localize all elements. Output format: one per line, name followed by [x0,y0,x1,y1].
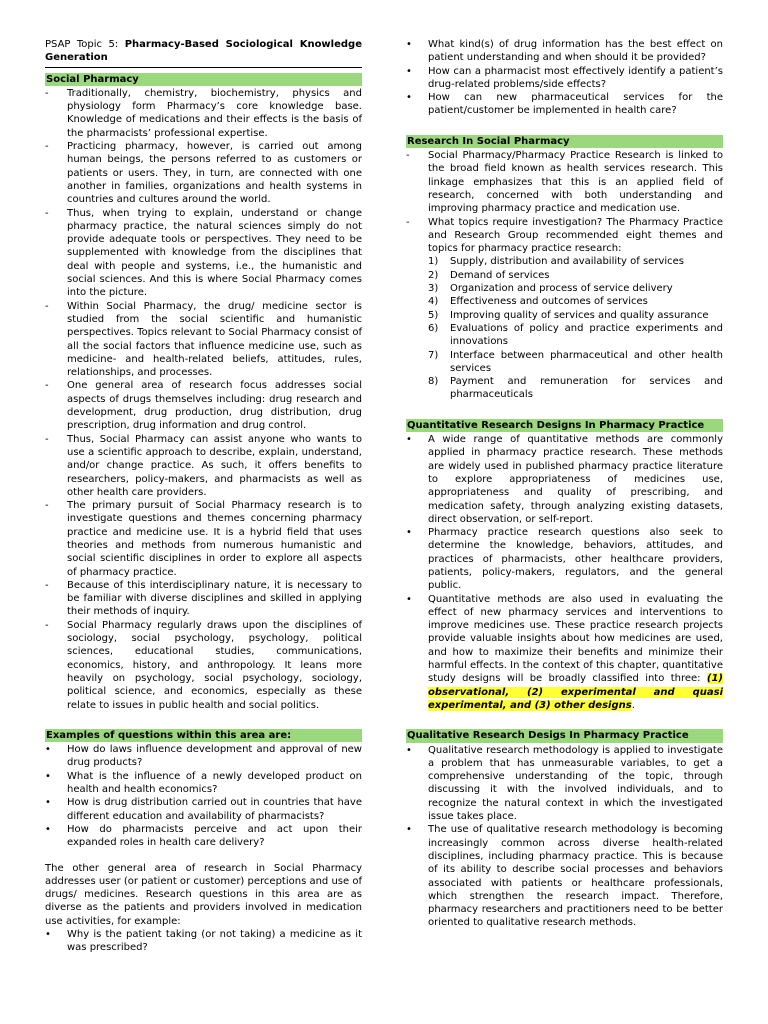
bullet-marker: • [406,527,412,539]
list-item: • How do laws influence development and approval of new drug products? [45,744,362,769]
dash-marker: - [406,150,410,162]
dash-marker: - [45,87,49,99]
list-item: • The use of qualitative research methodology is becoming increasingly common across diverse health-related disciplines, including pharmacy practice. This is because of its ability to describe social processes and behaviors associated with patients or healthcare professionals, which strengthen the research impact. Therefore, pharmacy researchers and practitioners need to be better oriented to qualitative research methods. [406,824,723,929]
bullet-marker: • [45,929,51,940]
dash-marker: - [45,207,49,219]
dash-marker: - [45,619,49,631]
list-item: - Traditionally, chemistry, biochemistry, physics and physiology form Pharmacy’s core knowledge base. Knowledge of medications and their effects is the basis of the pharmacists’ professional expertise. [45,87,362,139]
document-title [45,38,362,68]
bullet-marker: • [406,824,412,836]
user-perception-paragraph: The other general area of research in Social Pharmacy addresses user (or patient or customer) perceptions and use of drugs/ medicines. Research questions in this area are as diverse as the patients and providers involved in medication use activities, for example: [45,862,362,927]
dash-marker: - [45,433,49,445]
bullet-marker: • [406,39,412,50]
list-item: • Why is the patient taking (or not taking) a medicine as it was prescribed? [45,929,362,954]
bullet-marker: • [406,65,412,77]
qualitative-list [406,744,723,930]
list-item: - Because of this interdisciplinary nature, it is necessary to be familiar with diverse disciplines and skilled in applying their methods of inquiry. [45,579,362,618]
bullet-marker: • [406,744,412,756]
section-heading-research: Research In Social Pharmacy [406,135,723,148]
user-questions-list-continued [406,38,723,118]
section-heading-quantitative: Quantitative Research Designs In Pharmacy Practice [406,419,723,432]
bullet-marker: • [45,744,51,756]
theme-item: 5) Improving quality of services and quality assurance [428,309,709,321]
theme-item: 8) Payment and remuneration for services and pharmaceuticals [428,376,723,401]
list-item: • How do pharmacists perceive and act upon their expanded roles in health care delivery? [45,823,362,849]
dash-marker: - [45,300,49,312]
examples-list [45,743,362,849]
theme-item: 1) Supply, distribution and availability of services [428,256,684,268]
list-item: • What kind(s) of drug information has the best effect on patient understanding and when should it be provided? [406,39,723,64]
list-item: - Practicing pharmacy, however, is carried out among human beings, the persons referred to as customers or patients or users. They, in turn, are connected with one another in families, organizations and health systems in countries and cultures around the world. [45,141,362,206]
dash-marker: - [45,579,49,591]
dash-marker: - [45,380,49,392]
bullet-marker: • [406,92,412,104]
themes-list [406,255,723,401]
right-column [406,38,723,930]
list-item: • How can new pharmaceutical services for the patient/customer be implemented in health care? [406,92,723,117]
section-heading-social-pharmacy: Social Pharmacy [45,73,362,86]
list-item: - Social Pharmacy regularly draws upon the disciplines of sociology, social psychology, psychology, political sciences, educational studies, communications, economics, history, and anthropology. It leans more heavily on psychology, social psychology, sociology, political science, and economics, especially as these relate to issues in public health and social politics. [45,619,362,711]
theme-item: 6) Evaluations of policy and practice experiments and innovations [428,322,723,348]
list-item: - The primary pursuit of Social Pharmacy research is to investigate questions and themes concerning pharmacy practice and medicine use. It is a hybrid field that uses theories and methods from numerous humanistic and social scientific disciplines in order to explore all aspects of pharmacy practice. [45,500,362,578]
list-item: • Pharmacy practice research questions also seek to determine the knowledge, behaviors, attitudes, and practices of pharmacists, other healthcare providers, patients, policy-makers, regulators, and the general public. [406,527,723,592]
left-column [45,38,362,955]
bullet-marker: • [406,593,412,605]
list-item: • A wide range of quantitative methods are commonly applied in pharmacy practice research. These methods are widely used in published pharmacy practice literature to explore appropriateness of medicines use, appropriateness and quality of prescribing, and medication safety, through analyzing existing datasets, direct observation, or self-report. [406,434,723,525]
bullet-marker: • [45,823,51,835]
title-bold: Pharmacy-Based Sociological Knowledge Generation [45,39,362,64]
research-list [406,149,723,402]
theme-item: 7) Interface between pharmaceutical and other health services [428,349,723,374]
list-item: • How can a pharmacist most effectively identify a patient’s drug-related problems/side effects? [406,65,723,90]
list-item: - What topics require investigation? The Pharmacy Practice and Research Group recommended eight themes and topics for pharmacy practice research: 1) Supply, distribution and availability of services 2) Demand of services 3) Organization and process of service delivery 4) Effectiveness and outcomes of services 5) Improving quality of services and quality assurance 6) Evaluations of policy and practice experiments and innovations 7) Interface between pharmaceutical and other health services 8) Payment and remuneration for services and pharmaceuticals [406,216,723,401]
bullet-marker: • [406,434,412,446]
list-item: • What is the influence of a newly developed product on health and health economics? [45,770,362,796]
list-item: - Social Pharmacy/Pharmacy Practice Research is linked to the broad field known as health services research. This linkage emphasizes that this is an applied field of research, concerned with both understanding and improving pharmacy practice and medication use. [406,150,723,215]
title-prefix: PSAP Topic 5: [45,39,125,50]
user-questions-list [45,928,362,955]
quantitative-list [406,433,723,712]
list-item: • How is drug distribution carried out in countries that have different education and availability of pharmacists? [45,797,362,822]
list-item: • Quantitative methods are also used in evaluating the effect of new pharmacy services and interventions to improve medicines use. These practice research projects provide valuable insights about how medicines are used, and how to maximize their benefits and minimize their harmful effects. In the context of this chapter, quantitative study designs will be broadly classified into three: (1) observational, (2) experimental and quasi experimental, and (3) other designs. [406,593,723,711]
bullet-marker: • [45,797,51,809]
list-item: - Thus, Social Pharmacy can assist anyone who wants to use a scientific approach to describe, explain, understand, and/or change practice. As such, it offers benefits to researchers, policy-makers, and pharmacists as well as other health care providers. [45,433,362,498]
dash-marker: - [45,500,49,512]
bullet-marker: • [45,770,51,782]
social-pharmacy-list [45,87,362,712]
theme-item: 2) Demand of services [428,269,550,281]
list-item: - One general area of research focus addresses social aspects of drugs themselves including: drug research and development, drug production, drug distribution, drug prescription, drug information and drug control. [45,380,362,432]
section-heading-examples: Examples of questions within this area are: [45,729,362,742]
theme-item: 3) Organization and process of service delivery [428,283,673,295]
list-item: • Qualitative research methodology is applied to investigate a problem that has unmeasurable variables, to get a comprehensive understanding of the topic, through discussing it with the involved individuals, and to recognize the natural context in which the investigated issue takes place. [406,744,723,823]
dash-marker: - [406,216,410,228]
theme-item: 4) Effectiveness and outcomes of services [428,296,648,308]
list-item: - Within Social Pharmacy, the drug/ medicine sector is studied from the social scientific and humanistic perspectives. Topics relevant to Social Pharmacy consist of all the social factors that influence medicine use, such as medicine- and health-related beliefs, attitudes, rules, relationships, and processes. [45,300,362,379]
study-design-highlight: (1) observational, (2) experimental and quasi experimental, and (3) other designs [428,673,723,711]
section-heading-qualitative: Qualitative Research Desigs In Pharmacy Practice [406,729,723,742]
dash-marker: - [45,141,49,153]
list-item: - Thus, when trying to explain, understand or change pharmacy practice, the natural sciences simply do not provide adequate tools or perspectives. They need to be supplemented with knowledge from the disciplines that deal with people and systems, i.e., the humanistic and social sciences. And this is where Social Pharmacy comes into the picture. [45,207,362,299]
